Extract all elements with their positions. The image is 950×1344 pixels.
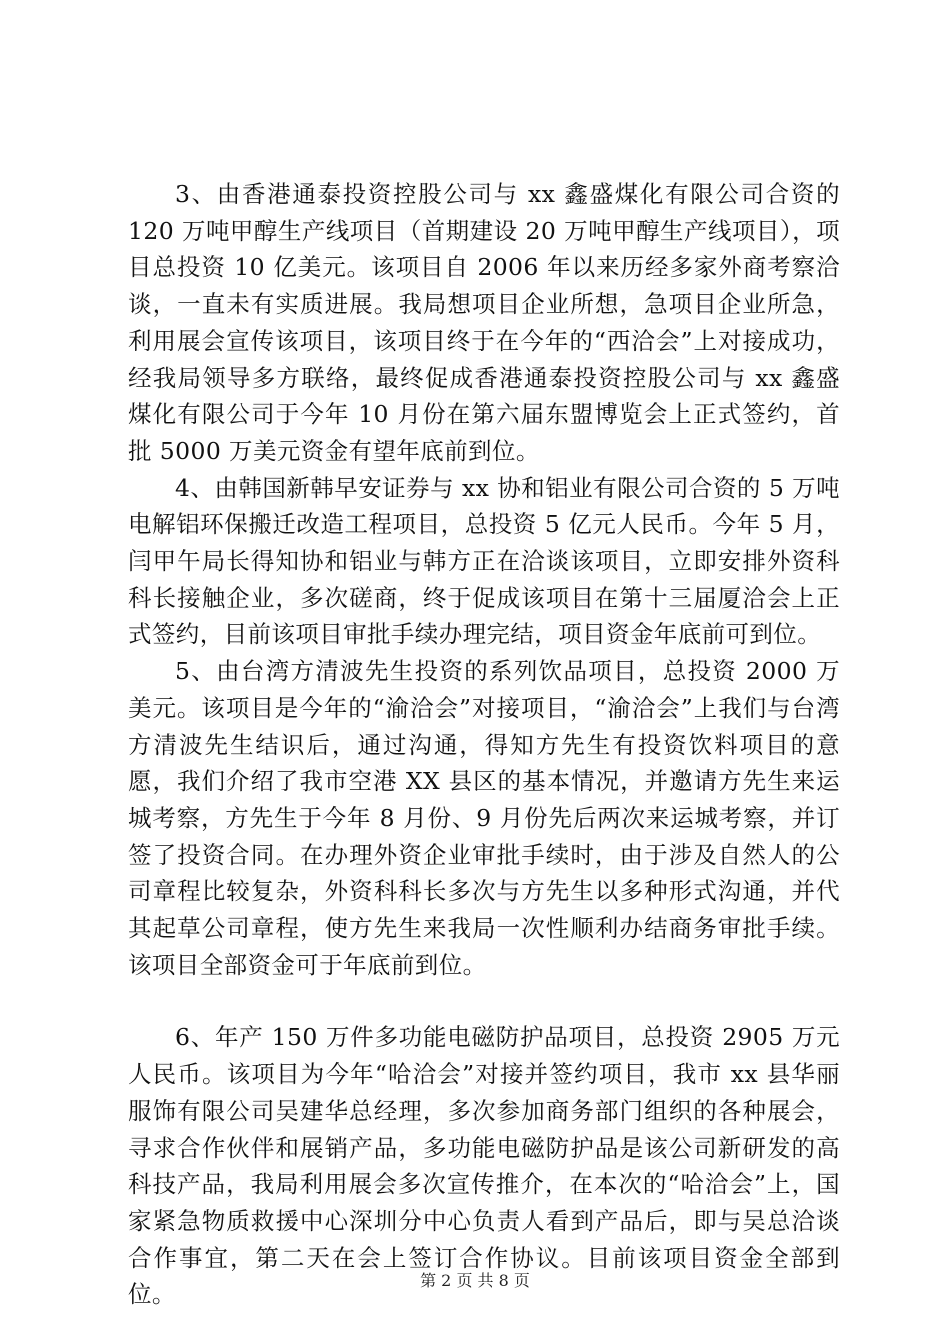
- paragraph-item-3: 3、由香港通泰投资控股公司与 xx 鑫盛煤化有限公司合资的 120 万吨甲醇生产线项目（首期建设 20 万吨甲醇生产线项目），项目总投资 10 亿美元。该项目自 2006 年以来历经多家外商考察洽谈，一直未有实质进展。我局想项目企业所想，急项目企业所急，利用展会宣传该项目，该项目终于在今年的“西洽会”上对接成功，经我局领导多方联络，最终促成香港通泰投资控股公司与 xx 鑫盛煤化有限公司于今年 10 月份在第六届东盟博览会上正式签约，首批 5000 万美元资金有望年底前到位。: [128, 180, 840, 465]
- paragraph-item-5: 5、由台湾方清波先生投资的系列饮品项目，总投资 2000 万美元。该项目是今年的“渝洽会”对接项目，“渝洽会”上我们与台湾方清波先生结识后，通过沟通，得知方先生有投资饮料项目的意愿，我们介绍了我市空港 XX 县区的基本情况，并邀请方先生来运城考察，方先生于今年 8 月份、9 月份先后两次来运城考察，并订签了投资合同。在办理外资企业审批手续时，由于涉及自然人的公司章程比较复杂，外资科科长多次与方先生以多种形式沟通，并代其起草公司章程，使方先生来我局一次性顺利办结商务审批手续。该项目全部资金可于年底前到位。: [128, 657, 840, 979]
- paragraph-item-6: 6、年产 150 万件多功能电磁防护品项目，总投资 2905 万元人民币。该项目为今年“哈洽会”对接并签约项目，我市 xx 县华丽服饰有限公司吴建华总经理，多次参加商务部门组织的各种展会，寻求合作伙伴和展销产品，多功能电磁防护品是该公司新研发的高科技产品，我局利用展会多次宣传推介，在本次的“哈洽会”上，国家紧急物质救援中心深圳分中心负责人看到产品后，即与吴总洽谈合作事宜，第二天在会上签订合作协议。目前该项目资金全部到位。: [128, 1023, 840, 1309]
- paragraph-item-4: 4、由韩国新韩早安证券与 xx 协和铝业有限公司合资的 5 万吨电解铝环保搬迁改造工程项目，总投资 5 亿元人民币。今年 5 月，闫甲午局长得知协和铝业与韩方正在洽谈该项目，立即安排外资科科长接触企业，多次磋商，终于促成该项目在第十三届厦洽会上正式签约，目前该项目审批手续办理完结，项目资金年底前可到位。: [128, 473, 840, 649]
- page-footer: 第 2 页 共 8 页: [420, 1271, 530, 1290]
- document-body: [128, 176, 840, 1313]
